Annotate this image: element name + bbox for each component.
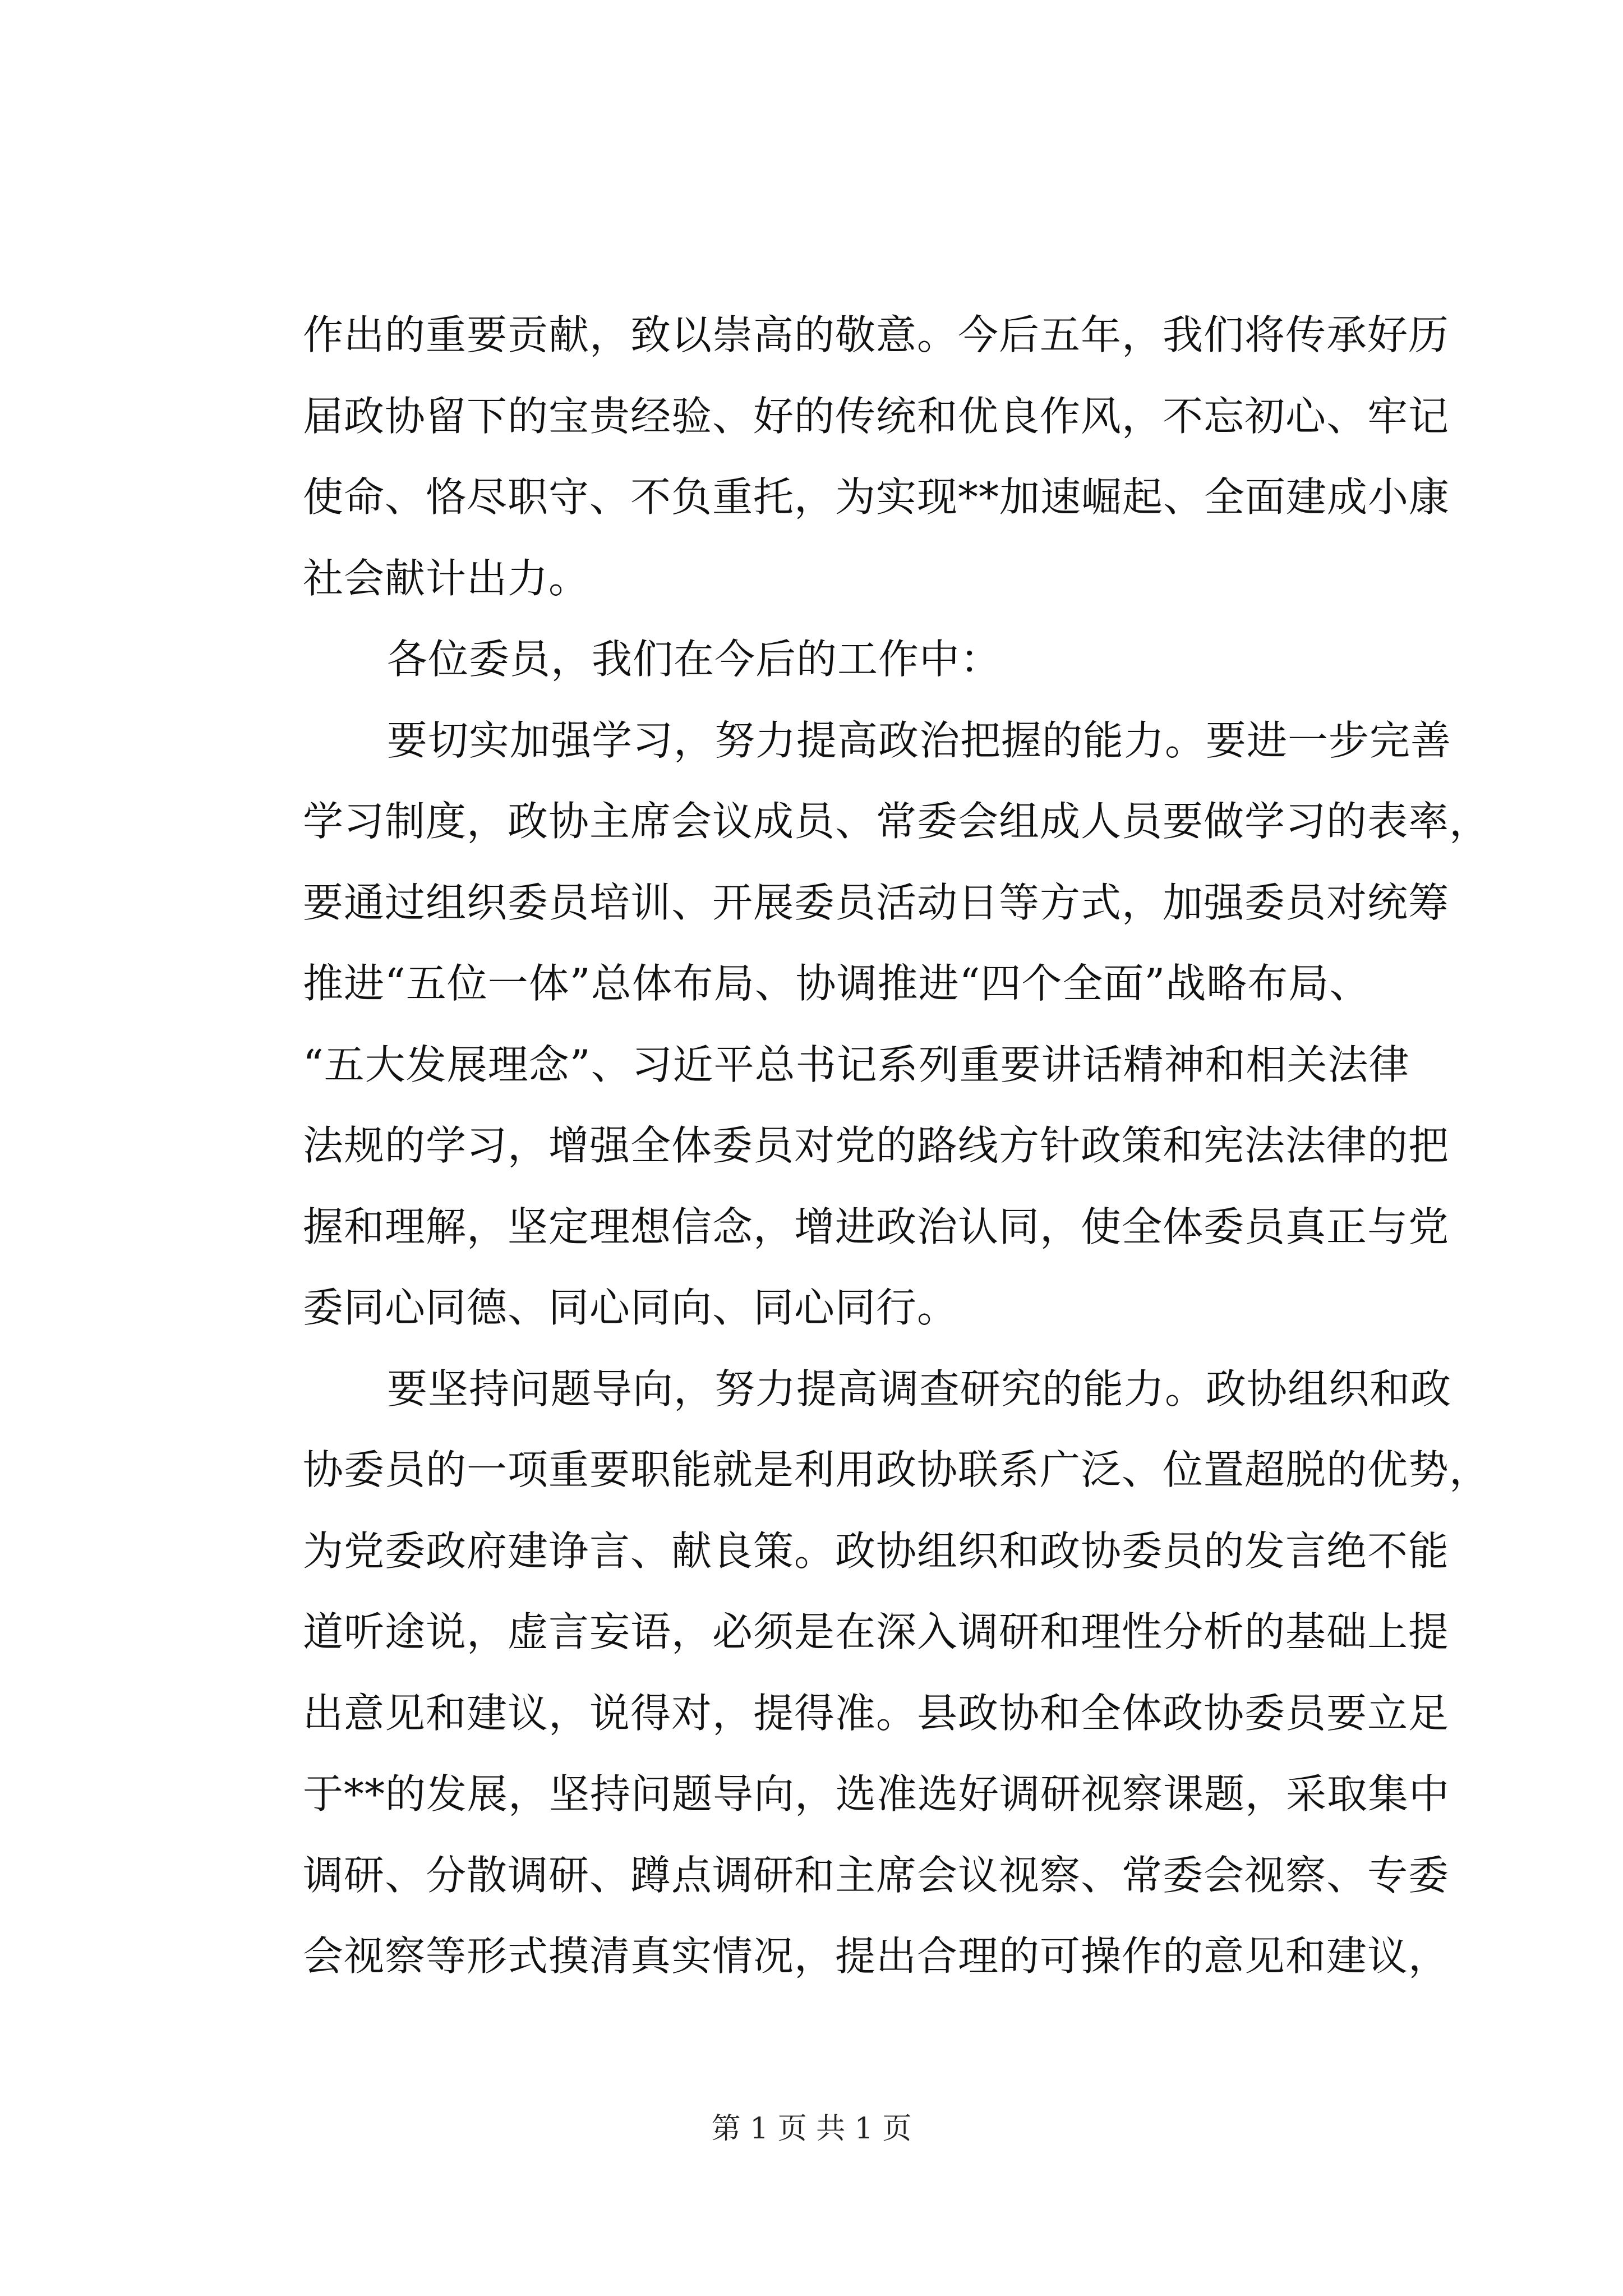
text-line: 会视察等形式摸清真实情况，提出合理的可操作的意见和建议， bbox=[303, 1932, 1450, 1980]
text-line: 出意见和建议，说得对，提得准。县政协和全体政协委员要立足 bbox=[303, 1689, 1450, 1737]
text-line: 各位委员，我们在今后的工作中： bbox=[387, 636, 1002, 683]
text-line: 于**的发展，坚持问题导向，选准选好调研视察课题，采取集中 bbox=[303, 1770, 1450, 1818]
text-line: 法规的学习，增强全体委员对党的路线方针政策和宪法法律的把 bbox=[303, 1122, 1450, 1169]
page-number-footer: 第 1 页 共 1 页 bbox=[711, 2112, 912, 2146]
text-line: 作出的重要贡献，致以崇高的敬意。今后五年，我们将传承好历 bbox=[303, 311, 1450, 358]
text-line: 要通过组织委员培训、开展委员活动日等方式，加强委员对统筹 bbox=[303, 878, 1450, 926]
text-line: 社会献计出力。 bbox=[303, 554, 590, 602]
text-line: 学习制度，政协主席会议成员、常委会组成人员要做学习的表率， bbox=[303, 798, 1491, 845]
text-line: 调研、分散调研、蹲点调研和主席会议视察、常委会视察、专委 bbox=[303, 1851, 1450, 1899]
text-line: 为党委政府建诤言、献良策。政协组织和政协委员的发言绝不能 bbox=[303, 1527, 1450, 1575]
text-line: 推进“五位一体”总体布局、协调推进“四个全面”战略布局、 bbox=[303, 960, 1371, 1007]
text-line: 道听途说，虚言妄语，必须是在深入调研和理性分析的基础上提 bbox=[303, 1608, 1450, 1655]
text-line: “五大发展理念”、习近平总书记系列重要讲话精神和相关法律 bbox=[303, 1041, 1410, 1088]
text-line: 使命、恪尽职守、不负重托，为实现**加速崛起、全面建成小康 bbox=[303, 473, 1450, 521]
text-line: 届政协留下的宝贵经验、好的传统和优良作风，不忘初心、牢记 bbox=[303, 392, 1450, 440]
text-line: 委同心同德、同心同向、同心同行。 bbox=[303, 1284, 958, 1331]
text-line: 协委员的一项重要职能就是利用政协联系广泛、位置超脱的优势， bbox=[303, 1446, 1491, 1493]
text-line: 要切实加强学习，努力提高政治把握的能力。要进一步完善 bbox=[387, 716, 1452, 764]
document-body bbox=[303, 295, 1491, 1997]
text-line: 要坚持问题导向，努力提高调查研究的能力。政协组织和政 bbox=[387, 1365, 1452, 1412]
text-line: 握和理解，坚定理想信念，增进政治认同，使全体委员真正与党 bbox=[303, 1203, 1450, 1250]
